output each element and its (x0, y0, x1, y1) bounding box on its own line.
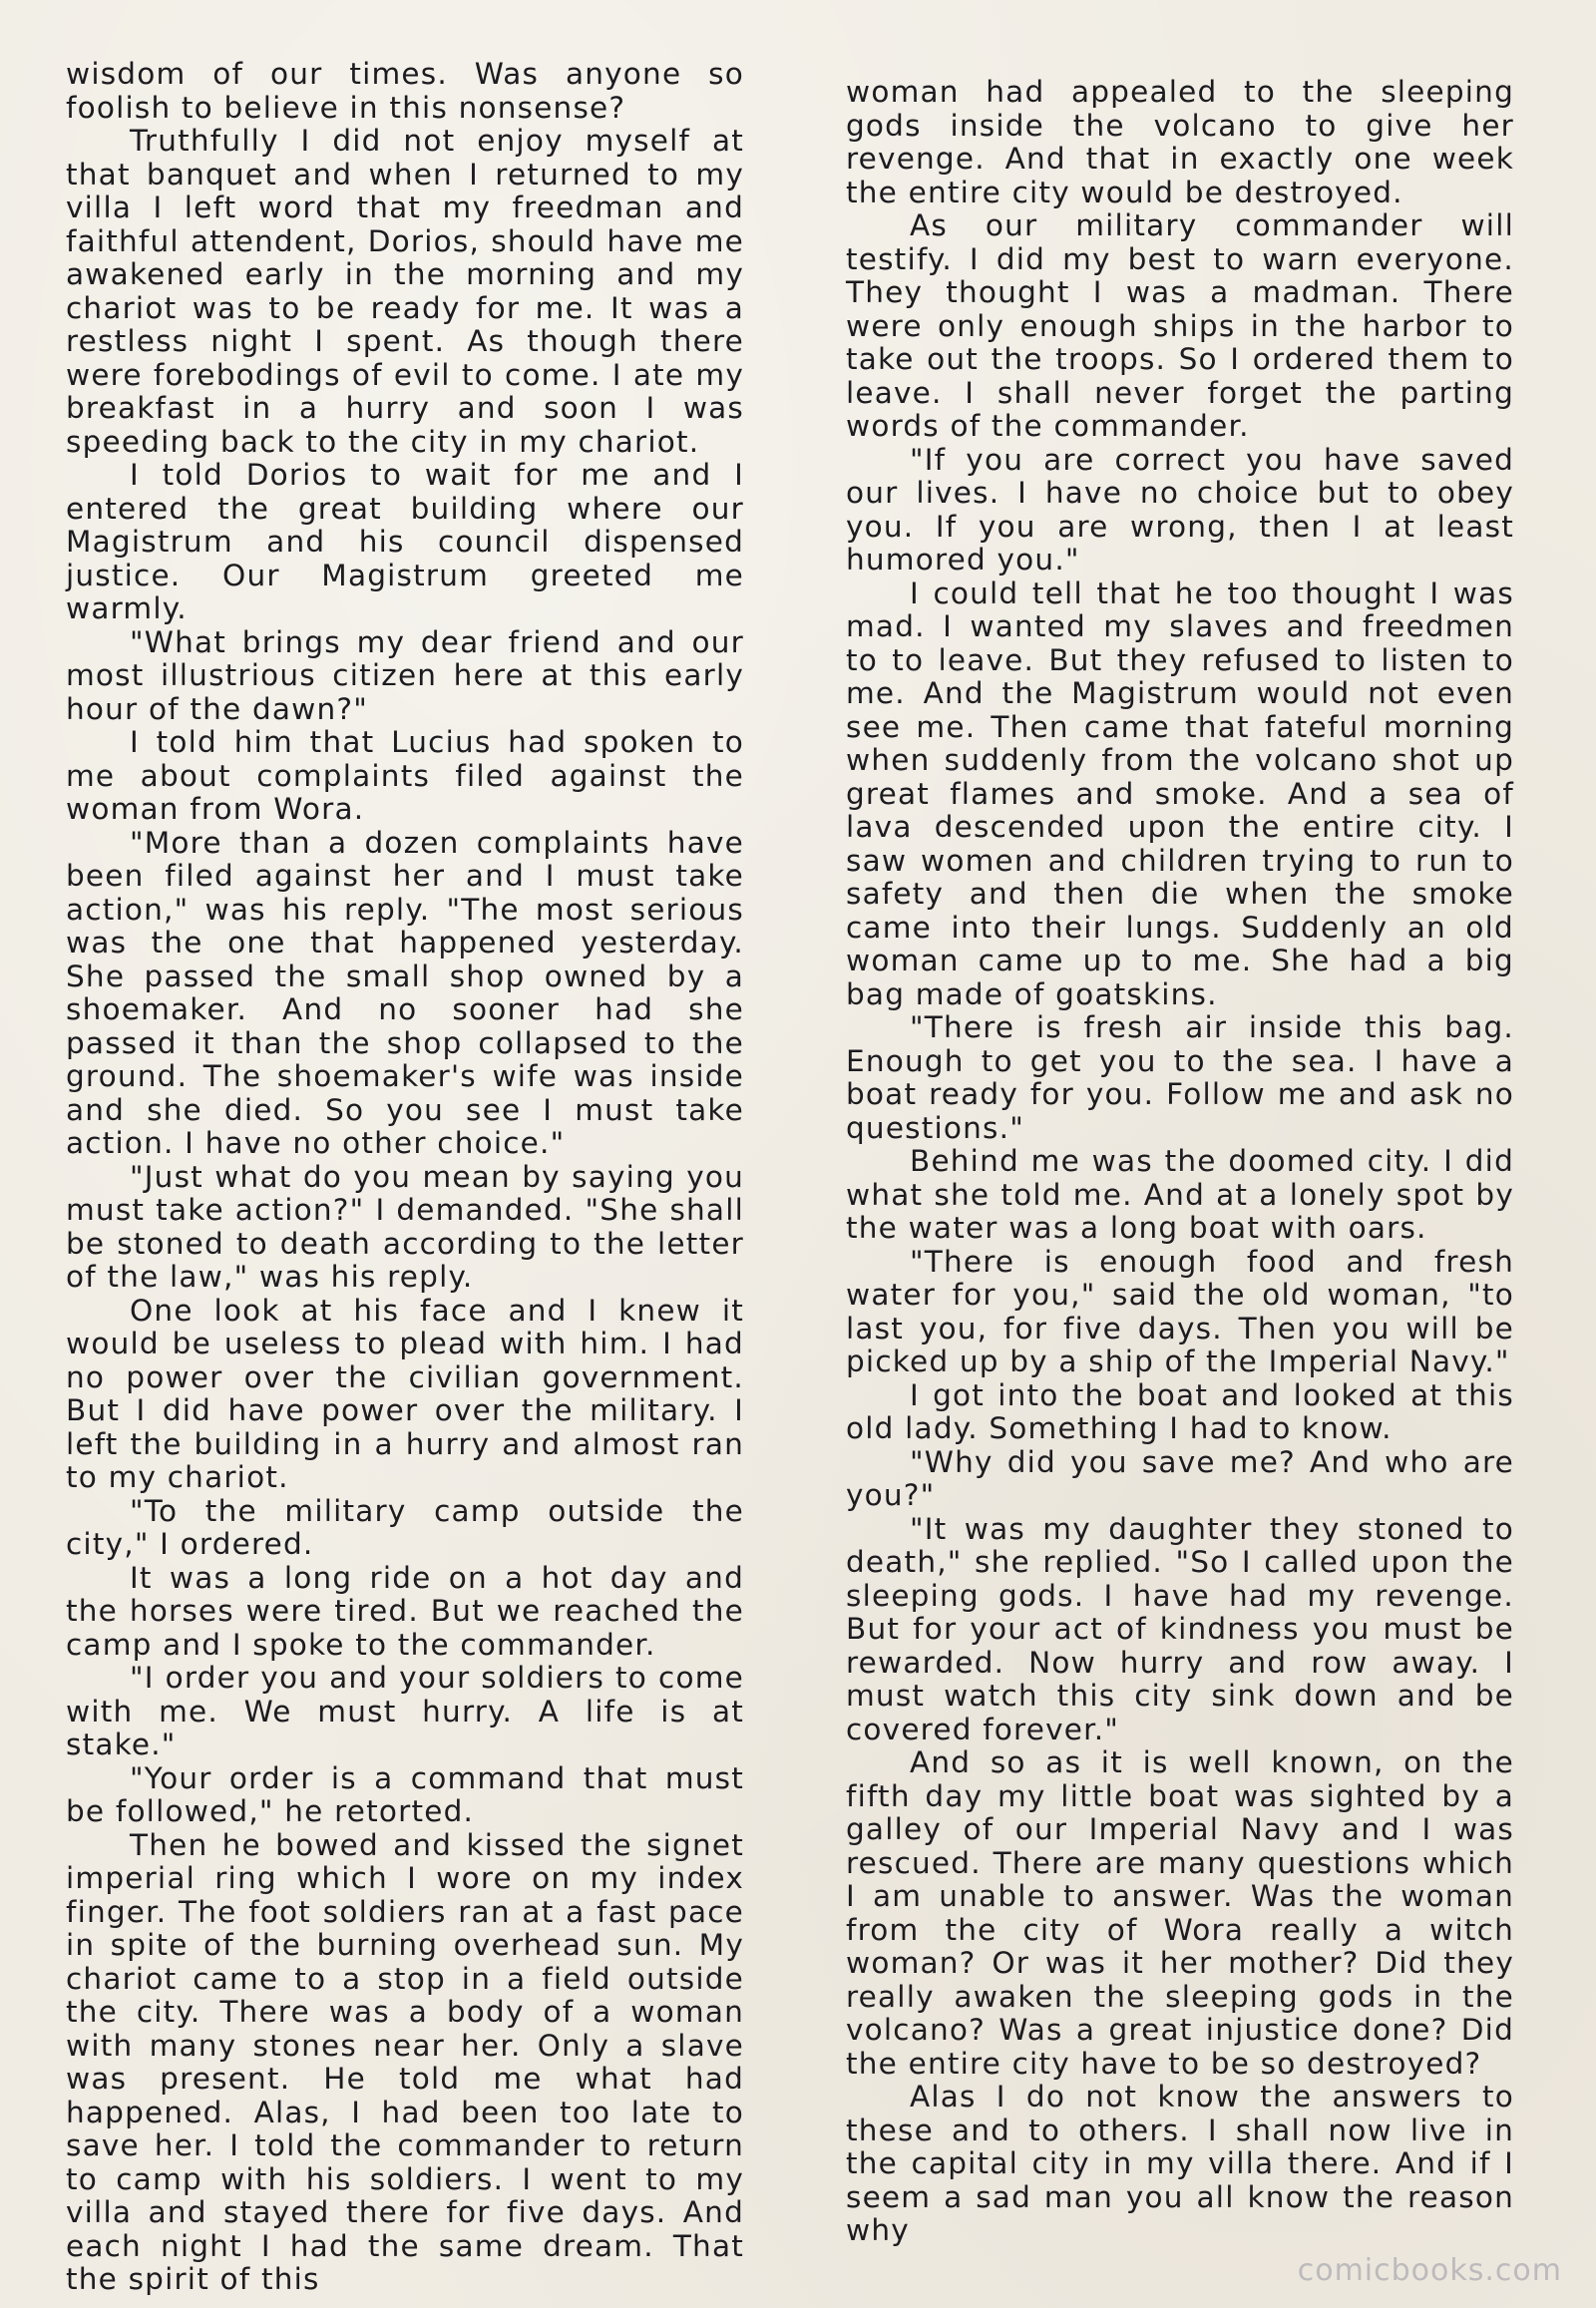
paragraph: I told Dorios to wait for me and I entered the great building where our Magistrum and his council dispensed justice. Our Magistrum greeted me warmly. (66, 458, 744, 625)
paragraph: I could tell that he too thought I was mad. I wanted my slaves and freedmen to to leave. But they refused to listen to me. And the Magistrum would not even see me. Then came that fateful morning when suddenly from the volcano shot up great flames and smoke. And a sea of lava descended upon the entire city. I saw women and children trying to run to safety and then die when the smoke came into their lungs. Suddenly an old woman came up to me. She had a big bag made of goatskins. (846, 576, 1514, 1011)
paragraph: "More than a dozen complaints have been filed against her and I must take action," was his reply. "The most serious was the one that happened yesterday. She passed the small shop owned by a shoemaker. And no sooner had she passed it than the shop collapsed to the ground. The shoemaker's wife was inside and she died. So you see I must take action. I have no other choice." (66, 825, 744, 1160)
paragraph: "Your order is a command that must be followed," he retorted. (66, 1760, 744, 1828)
paragraph: It was a long ride on a hot day and the horses were tired. But we reached the camp and I spoke to the commander. (66, 1560, 744, 1662)
paragraph: "I order you and your soldiers to come with me. We must hurry. A life is at stake." (66, 1661, 744, 1761)
text-column-left (66, 58, 744, 2297)
paragraph: "If you are correct you have saved our lives. I have no choice but to obey you. If you are wrong, then I at least humored you." (846, 442, 1514, 577)
paragraph: "Why did you save me? And who are you?" (846, 1444, 1514, 1512)
paragraph: "It was my daughter they stoned to death," she replied. "So I called upon the sleeping gods. I have had my revenge. But for your act of kindness you must be rewarded. Now hurry and row away. I must watch this city sink down and be covered forever." (846, 1511, 1514, 1746)
paragraph: Truthfully I did not enjoy myself at that banquet and when I returned to my villa I left word that my freedman and faithful attendent, Dorios, should have me awakened early in the morning and my chariot was to be ready for me. It was a restless night I spent. As though there were forebodings of evil to come. I ate my breakfast in a hurry and soon I was speeding back to the city in my chariot. (66, 124, 744, 459)
paragraph: woman had appealed to the sleeping gods inside the volcano to give her revenge. And that in exactly one week the entire city would be destroyed. (846, 75, 1514, 209)
paragraph: wisdom of our times. Was anyone so foolish to believe in this nonsense? (66, 57, 744, 125)
paragraph: One look at his face and I knew it would be useless to plead with him. I had no power over the civilian government. But I did have power over the military. I left the building in a hurry and almost ran to my chariot. (66, 1293, 744, 1494)
paragraph: And so as it is well known, on the fifth day my little boat was sighted by a galley of our Imperial Navy and I was rescued. There are many questions which I am unable to answer. Was the woman from the city of Wora really a witch woman? Or was it her mother? Did they really awaken the sleeping gods in the volcano? Was a great injustice done? Did the entire city have to be so destroyed? (846, 1745, 1514, 2081)
paragraph: "Just what do you mean by saying you must take action?" I demanded. "She shall be stoned to death according to the letter of the law," was his reply. (66, 1159, 744, 1294)
paragraph: Alas I do not know the answers to these and to others. I shall now live in the capital city in my villa there. And if I seem a sad man you all know the reason why (846, 2080, 1514, 2247)
paragraph: Then he bowed and kissed the signet imperial ring which I wore on my index finger. The foot soldiers ran at a fast pace in spite of the burning overhead sun. My chariot came to a stop in a field outside the city. There was a body of a woman with many stones near her. Only a slave was present. He told me what had happened. Alas, I had been too late to save her. I told the commander to return to camp with his soldiers. I went to my villa and stayed there for five days. And each night I had the same dream. That the spirit of this (66, 1827, 744, 2296)
paragraph: "What brings my dear friend and our most illustrious citizen here at this early hour of the dawn?" (66, 624, 744, 726)
watermark: comicbooks.com (1297, 2253, 1562, 2288)
paragraph: As our military commander will testify. I did my best to warn everyone. They thought I was a madman. There were only enough ships in the harbor to take out the troops. So I ordered them to leave. I shall never forget the parting words of the commander. (846, 208, 1514, 443)
paragraph: I got into the boat and looked at this old lady. Something I had to know. (846, 1377, 1514, 1445)
paragraph: "There is fresh air inside this bag. Enough to get you to the sea. I have a boat ready for you. Follow me and ask no questions." (846, 1010, 1514, 1145)
paragraph: "There is enough food and fresh water for you," said the old woman, "to last you, for five days. Then you will be picked up by a ship of the Imperial Navy." (846, 1244, 1514, 1378)
text-column-right (846, 76, 1514, 2248)
paragraph: "To the military camp outside the city," I ordered. (66, 1493, 744, 1561)
paragraph: I told him that Lucius had spoken to me about complaints filed against the woman from Wora. (66, 725, 744, 826)
paragraph: Behind me was the doomed city. I did what she told me. And at a lonely spot by the water was a long boat with oars. (846, 1144, 1514, 1245)
